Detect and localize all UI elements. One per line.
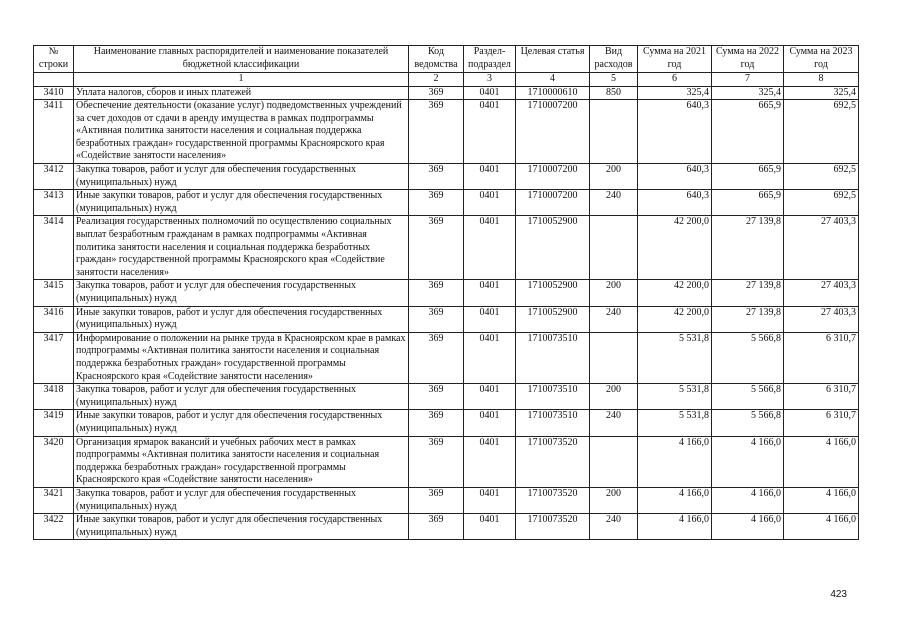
row-sum-2021: 325,4 [638, 86, 712, 100]
row-dept-code: 369 [409, 190, 464, 216]
row-dept-code: 369 [409, 100, 464, 164]
row-exp-type: 200 [590, 487, 638, 513]
row-sum-2023: 6 310,7 [784, 332, 859, 383]
table-body [34, 86, 859, 540]
header-section: Раздел-подраздел [464, 46, 516, 73]
row-dept-code: 369 [409, 86, 464, 100]
header-sum-2023: Сумма на 2023 год [784, 46, 859, 73]
table-row [34, 86, 859, 100]
row-sum-2021: 640,3 [638, 100, 712, 164]
table-row [34, 216, 859, 280]
row-section: 0401 [464, 100, 516, 164]
row-section: 0401 [464, 514, 516, 540]
row-dept-code: 369 [409, 436, 464, 487]
row-sum-2022: 4 166,0 [712, 436, 784, 487]
row-sum-2021: 42 200,0 [638, 216, 712, 280]
table-row [34, 332, 859, 383]
row-number: 3411 [34, 100, 74, 164]
row-dept-code: 369 [409, 384, 464, 410]
colnum: 1 [74, 73, 409, 87]
row-sum-2023: 4 166,0 [784, 487, 859, 513]
row-section: 0401 [464, 190, 516, 216]
table-row [34, 164, 859, 190]
row-exp-type: 240 [590, 306, 638, 332]
row-number: 3417 [34, 332, 74, 383]
header-sum-2021: Сумма на 2021 год [638, 46, 712, 73]
table-row [34, 384, 859, 410]
row-target: 1710052900 [516, 306, 590, 332]
row-target: 1710073510 [516, 332, 590, 383]
header-name: Наименование главных распорядителей и наименование показателей бюджетной классификации [74, 46, 409, 73]
table-row [34, 410, 859, 436]
row-name: Реализация государственных полномочий по осуществлению социальных выплат безработным гражданам в рамках подпрограммы «Активная политика занятости населения и социальная поддержка безработных граждан» государственной программы Красноярского края «Содействие занятости населения» [74, 216, 409, 280]
row-exp-type [590, 216, 638, 280]
row-target: 1710007200 [516, 100, 590, 164]
row-number: 3419 [34, 410, 74, 436]
colnum: 2 [409, 73, 464, 87]
row-sum-2021: 4 166,0 [638, 487, 712, 513]
row-exp-type: 240 [590, 514, 638, 540]
row-sum-2022: 5 566,8 [712, 384, 784, 410]
table-row [34, 436, 859, 487]
colnum: 6 [638, 73, 712, 87]
row-sum-2021: 5 531,8 [638, 332, 712, 383]
row-sum-2022: 325,4 [712, 86, 784, 100]
row-name: Закупка товаров, работ и услуг для обеспечения государственных (муниципальных) нужд [74, 384, 409, 410]
row-sum-2022: 27 139,8 [712, 280, 784, 306]
page-number: 423 [830, 589, 847, 600]
row-exp-type: 240 [590, 190, 638, 216]
row-number: 3414 [34, 216, 74, 280]
row-target: 1710007200 [516, 190, 590, 216]
row-section: 0401 [464, 487, 516, 513]
row-section: 0401 [464, 436, 516, 487]
budget-table [33, 45, 859, 540]
row-dept-code: 369 [409, 216, 464, 280]
row-number: 3415 [34, 280, 74, 306]
colnum: 7 [712, 73, 784, 87]
row-dept-code: 369 [409, 514, 464, 540]
colnum: 5 [590, 73, 638, 87]
row-sum-2023: 6 310,7 [784, 410, 859, 436]
table-row [34, 514, 859, 540]
row-sum-2021: 4 166,0 [638, 514, 712, 540]
row-dept-code: 369 [409, 280, 464, 306]
row-section: 0401 [464, 86, 516, 100]
row-sum-2021: 5 531,8 [638, 410, 712, 436]
header-target: Целевая статья [516, 46, 590, 73]
row-sum-2021: 5 531,8 [638, 384, 712, 410]
row-name: Информирование о положении на рынке труда в Красноярском крае в рамках подпрограммы «Активная политика занятости населения и социальная поддержка безработных граждан» государственной программы Красноярского края «Содействие занятости населения» [74, 332, 409, 383]
row-name: Закупка товаров, работ и услуг для обеспечения государственных (муниципальных) нужд [74, 164, 409, 190]
row-name: Иные закупки товаров, работ и услуг для обеспечения государственных (муниципальных) нужд [74, 306, 409, 332]
row-exp-type: 200 [590, 164, 638, 190]
table-row [34, 100, 859, 164]
row-number: 3418 [34, 384, 74, 410]
row-number: 3420 [34, 436, 74, 487]
row-section: 0401 [464, 384, 516, 410]
row-sum-2022: 5 566,8 [712, 332, 784, 383]
row-name: Иные закупки товаров, работ и услуг для обеспечения государственных (муниципальных) нужд [74, 410, 409, 436]
row-sum-2022: 665,9 [712, 164, 784, 190]
row-name: Организация ярмарок вакансий и учебных рабочих мест в рамках подпрограммы «Активная политика занятости населения и социальная поддержка безработных граждан» государственной программы Красноярского края «Содействие занятости населения» [74, 436, 409, 487]
row-exp-type: 200 [590, 280, 638, 306]
header-row-no: № строки [34, 46, 74, 73]
row-sum-2021: 640,3 [638, 190, 712, 216]
row-exp-type [590, 436, 638, 487]
row-sum-2022: 27 139,8 [712, 216, 784, 280]
row-target: 1710073520 [516, 487, 590, 513]
row-sum-2023: 692,5 [784, 100, 859, 164]
row-name: Иные закупки товаров, работ и услуг для обеспечения государственных (муниципальных) нужд [74, 190, 409, 216]
row-sum-2022: 4 166,0 [712, 514, 784, 540]
row-dept-code: 369 [409, 410, 464, 436]
row-sum-2022: 665,9 [712, 100, 784, 164]
row-section: 0401 [464, 216, 516, 280]
row-name: Закупка товаров, работ и услуг для обеспечения государственных (муниципальных) нужд [74, 280, 409, 306]
row-sum-2023: 692,5 [784, 190, 859, 216]
row-sum-2021: 640,3 [638, 164, 712, 190]
row-sum-2022: 665,9 [712, 190, 784, 216]
row-name: Иные закупки товаров, работ и услуг для обеспечения государственных (муниципальных) нужд [74, 514, 409, 540]
table-header [34, 46, 859, 87]
row-sum-2023: 6 310,7 [784, 384, 859, 410]
colnum: 3 [464, 73, 516, 87]
table-row [34, 280, 859, 306]
row-sum-2023: 692,5 [784, 164, 859, 190]
row-sum-2022: 4 166,0 [712, 487, 784, 513]
row-dept-code: 369 [409, 332, 464, 383]
row-exp-type [590, 100, 638, 164]
row-number: 3413 [34, 190, 74, 216]
row-name: Уплата налогов, сборов и иных платежей [74, 86, 409, 100]
row-number: 3422 [34, 514, 74, 540]
colnum: 8 [784, 73, 859, 87]
header-sum-2022: Сумма на 2022 год [712, 46, 784, 73]
row-target: 1710073510 [516, 410, 590, 436]
table-row [34, 190, 859, 216]
row-sum-2023: 4 166,0 [784, 436, 859, 487]
header-exp-type: Вид расходов [590, 46, 638, 73]
row-target: 1710052900 [516, 280, 590, 306]
row-section: 0401 [464, 410, 516, 436]
row-sum-2023: 4 166,0 [784, 514, 859, 540]
row-target: 1710007200 [516, 164, 590, 190]
row-dept-code: 369 [409, 487, 464, 513]
row-number: 3416 [34, 306, 74, 332]
header-dept-code: Код ведомства [409, 46, 464, 73]
row-sum-2021: 42 200,0 [638, 280, 712, 306]
row-target: 1710052900 [516, 216, 590, 280]
row-exp-type: 850 [590, 86, 638, 100]
row-sum-2023: 27 403,3 [784, 280, 859, 306]
row-dept-code: 369 [409, 164, 464, 190]
colnum [34, 73, 74, 87]
row-sum-2022: 5 566,8 [712, 410, 784, 436]
row-exp-type: 200 [590, 384, 638, 410]
row-target: 1710073510 [516, 384, 590, 410]
row-target: 1710073520 [516, 436, 590, 487]
row-number: 3421 [34, 487, 74, 513]
row-name: Обеспечение деятельности (оказание услуг) подведомственных учреждений за счет доходов от сдачи в аренду имущества в рамках подпрограммы «Активная политика занятости населения и социальная поддержка безработных граждан» государственной программы Красноярского края «Содействие занятости населения» [74, 100, 409, 164]
row-sum-2021: 42 200,0 [638, 306, 712, 332]
row-section: 0401 [464, 332, 516, 383]
row-dept-code: 369 [409, 306, 464, 332]
row-sum-2023: 325,4 [784, 86, 859, 100]
row-target: 1710073520 [516, 514, 590, 540]
row-exp-type: 240 [590, 410, 638, 436]
row-exp-type [590, 332, 638, 383]
row-sum-2021: 4 166,0 [638, 436, 712, 487]
row-section: 0401 [464, 306, 516, 332]
row-sum-2022: 27 139,8 [712, 306, 784, 332]
row-section: 0401 [464, 164, 516, 190]
row-target: 1710000610 [516, 86, 590, 100]
row-sum-2023: 27 403,3 [784, 306, 859, 332]
row-sum-2023: 27 403,3 [784, 216, 859, 280]
row-name: Закупка товаров, работ и услуг для обеспечения государственных (муниципальных) нужд [74, 487, 409, 513]
row-number: 3412 [34, 164, 74, 190]
row-number: 3410 [34, 86, 74, 100]
colnum: 4 [516, 73, 590, 87]
row-section: 0401 [464, 280, 516, 306]
table-row [34, 306, 859, 332]
table-row [34, 487, 859, 513]
